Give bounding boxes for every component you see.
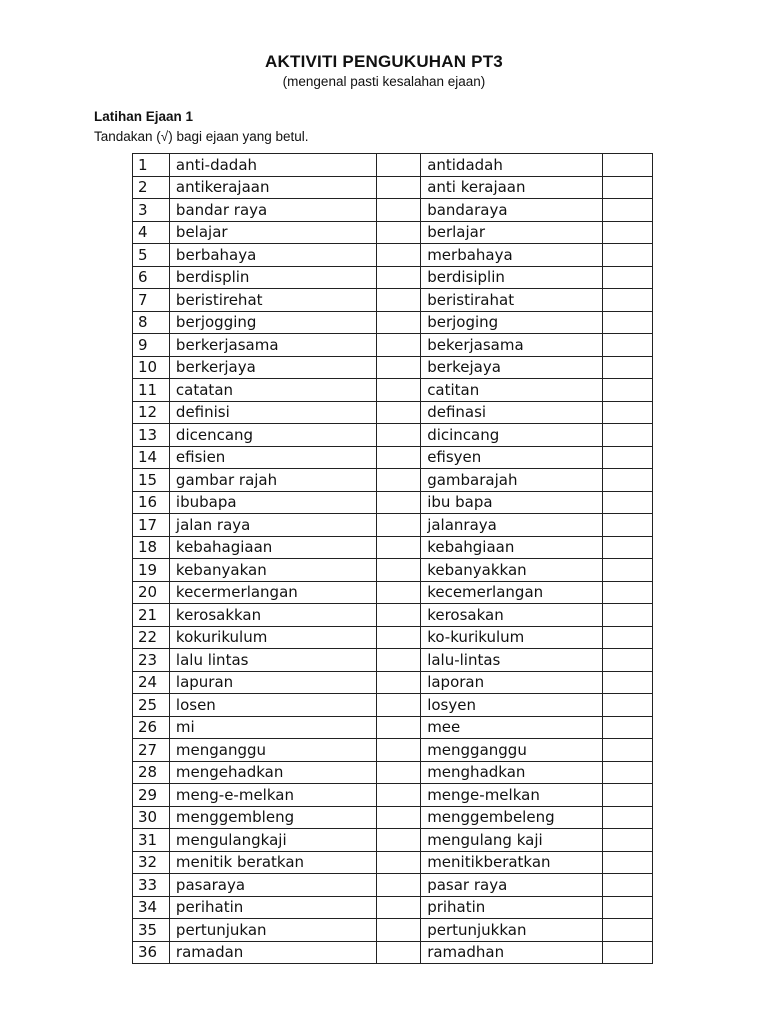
row-number: 4 (133, 221, 170, 244)
table-row (133, 739, 653, 762)
table-row (133, 649, 653, 672)
spelling-option-a: lalu lintas (169, 649, 376, 672)
tick-box-a[interactable] (377, 559, 421, 582)
spelling-option-a: jalan raya (169, 514, 376, 537)
tick-box-b[interactable] (602, 266, 652, 289)
tick-box-a[interactable] (377, 289, 421, 312)
tick-box-b[interactable] (602, 874, 652, 897)
row-number: 17 (133, 514, 170, 537)
tick-box-a[interactable] (377, 221, 421, 244)
spelling-option-b: pertunjukkan (421, 919, 603, 942)
spelling-option-a: ibubapa (169, 491, 376, 514)
table-row (133, 626, 653, 649)
table-row (133, 806, 653, 829)
tick-box-a[interactable] (377, 649, 421, 672)
row-number: 26 (133, 716, 170, 739)
row-number: 23 (133, 649, 170, 672)
spelling-option-a: berjogging (169, 311, 376, 334)
spelling-option-b: laporan (421, 671, 603, 694)
row-number: 12 (133, 401, 170, 424)
tick-box-a[interactable] (377, 761, 421, 784)
row-number: 6 (133, 266, 170, 289)
tick-box-b[interactable] (602, 851, 652, 874)
table-row (133, 424, 653, 447)
tick-box-b[interactable] (602, 581, 652, 604)
table-row (133, 829, 653, 852)
tick-box-a[interactable] (377, 739, 421, 762)
row-number: 28 (133, 761, 170, 784)
spelling-option-b: anti kerajaan (421, 176, 603, 199)
tick-box-b[interactable] (602, 559, 652, 582)
spelling-option-b: bekerjasama (421, 334, 603, 357)
spelling-option-a: menganggu (169, 739, 376, 762)
spelling-option-a: berbahaya (169, 244, 376, 267)
tick-box-b[interactable] (602, 761, 652, 784)
spelling-option-a: bandar raya (169, 199, 376, 222)
table-row (133, 311, 653, 334)
table-row (133, 514, 653, 537)
tick-box-b[interactable] (602, 199, 652, 222)
spelling-option-b: kecemerlangan (421, 581, 603, 604)
spelling-option-a: ramadan (169, 941, 376, 964)
tick-box-b[interactable] (602, 716, 652, 739)
spelling-option-b: berdisiplin (421, 266, 603, 289)
row-number: 18 (133, 536, 170, 559)
tick-box-b[interactable] (602, 649, 652, 672)
row-number: 7 (133, 289, 170, 312)
tick-box-a[interactable] (377, 806, 421, 829)
row-number: 5 (133, 244, 170, 267)
page-subtitle: (mengenal pasti kesalahan ejaan) (282, 74, 486, 89)
table-row (133, 221, 653, 244)
spelling-option-a: lapuran (169, 671, 376, 694)
table-row (133, 446, 653, 469)
tick-box-a[interactable] (377, 424, 421, 447)
table-row (133, 379, 653, 402)
tick-box-a[interactable] (377, 851, 421, 874)
spelling-option-b: berkejaya (421, 356, 603, 379)
table-row (133, 694, 653, 717)
table-row (133, 334, 653, 357)
table-row (133, 581, 653, 604)
tick-box-b[interactable] (602, 536, 652, 559)
spelling-option-a: gambar rajah (169, 469, 376, 492)
spelling-option-b: beristirahat (421, 289, 603, 312)
tick-box-a[interactable] (377, 896, 421, 919)
spelling-option-b: kerosakan (421, 604, 603, 627)
table-row (133, 491, 653, 514)
tick-box-a[interactable] (377, 401, 421, 424)
spelling-option-b: merbahaya (421, 244, 603, 267)
row-number: 22 (133, 626, 170, 649)
table-row (133, 761, 653, 784)
row-number: 31 (133, 829, 170, 852)
spelling-option-a: kebahagiaan (169, 536, 376, 559)
row-number: 15 (133, 469, 170, 492)
row-number: 10 (133, 356, 170, 379)
spelling-option-a: meng-e-melkan (169, 784, 376, 807)
tick-box-b[interactable] (602, 289, 652, 312)
spelling-option-a: mengulangkaji (169, 829, 376, 852)
tick-box-b[interactable] (602, 671, 652, 694)
spelling-option-a: kerosakkan (169, 604, 376, 627)
tick-box-b[interactable] (602, 401, 652, 424)
spelling-option-b: mengulang kaji (421, 829, 603, 852)
tick-box-b[interactable] (602, 379, 652, 402)
spelling-option-b: menghadkan (421, 761, 603, 784)
spelling-option-b: ibu bapa (421, 491, 603, 514)
tick-box-a[interactable] (377, 671, 421, 694)
tick-box-b[interactable] (602, 806, 652, 829)
spelling-option-b: mee (421, 716, 603, 739)
spelling-option-b: definasi (421, 401, 603, 424)
tick-box-a[interactable] (377, 784, 421, 807)
table-row (133, 469, 653, 492)
spelling-option-b: prihatin (421, 896, 603, 919)
exercise-instruction: Tandakan (√) bagi ejaan yang betul. (94, 129, 309, 144)
tick-box-b[interactable] (602, 469, 652, 492)
tick-box-a[interactable] (377, 604, 421, 627)
row-number: 25 (133, 694, 170, 717)
tick-box-a[interactable] (377, 536, 421, 559)
row-number: 1 (133, 154, 170, 177)
spelling-option-b: kebahgiaan (421, 536, 603, 559)
table-row (133, 536, 653, 559)
tick-box-a[interactable] (377, 514, 421, 537)
spelling-option-a: definisi (169, 401, 376, 424)
table-row (133, 199, 653, 222)
spelling-option-b: menitikberatkan (421, 851, 603, 874)
spelling-option-a: menggembleng (169, 806, 376, 829)
spelling-option-b: catitan (421, 379, 603, 402)
row-number: 27 (133, 739, 170, 762)
tick-box-b[interactable] (602, 154, 652, 177)
spelling-option-b: jalanraya (421, 514, 603, 537)
spelling-option-b: mengganggu (421, 739, 603, 762)
tick-box-b[interactable] (602, 491, 652, 514)
table-row (133, 356, 653, 379)
row-number: 11 (133, 379, 170, 402)
spelling-option-b: ko-kurikulum (421, 626, 603, 649)
spelling-option-b: pasar raya (421, 874, 603, 897)
spelling-option-b: efisyen (421, 446, 603, 469)
table-row (133, 244, 653, 267)
tick-box-b[interactable] (602, 829, 652, 852)
tick-box-b[interactable] (602, 604, 652, 627)
tick-box-b[interactable] (602, 514, 652, 537)
table-row (133, 604, 653, 627)
table-row (133, 559, 653, 582)
spelling-option-b: menggembeleng (421, 806, 603, 829)
tick-box-a[interactable] (377, 581, 421, 604)
spelling-option-b: kebanyakkan (421, 559, 603, 582)
tick-box-b[interactable] (602, 784, 652, 807)
spelling-option-a: berkerjasama (169, 334, 376, 357)
spelling-option-a: losen (169, 694, 376, 717)
spelling-option-a: kokurikulum (169, 626, 376, 649)
row-number: 32 (133, 851, 170, 874)
tick-box-a[interactable] (377, 311, 421, 334)
spelling-option-a: berdisplin (169, 266, 376, 289)
tick-box-b[interactable] (602, 356, 652, 379)
spelling-option-a: kecermerlangan (169, 581, 376, 604)
spelling-option-a: catatan (169, 379, 376, 402)
table-row (133, 671, 653, 694)
tick-box-b[interactable] (602, 626, 652, 649)
spelling-option-b: bandaraya (421, 199, 603, 222)
spelling-option-a: menitik beratkan (169, 851, 376, 874)
tick-box-a[interactable] (377, 941, 421, 964)
spelling-option-b: gambarajah (421, 469, 603, 492)
spelling-option-a: anti-dadah (169, 154, 376, 177)
row-number: 34 (133, 896, 170, 919)
row-number: 16 (133, 491, 170, 514)
table-row (133, 154, 653, 177)
exercise-heading: Latihan Ejaan 1 (94, 109, 194, 124)
row-number: 8 (133, 311, 170, 334)
tick-box-b[interactable] (602, 896, 652, 919)
row-number: 29 (133, 784, 170, 807)
tick-box-a[interactable] (377, 626, 421, 649)
tick-box-a[interactable] (377, 829, 421, 852)
tick-box-a[interactable] (377, 491, 421, 514)
spelling-option-a: beristirehat (169, 289, 376, 312)
spelling-option-b: losyen (421, 694, 603, 717)
tick-box-b[interactable] (602, 311, 652, 334)
spelling-option-a: dicencang (169, 424, 376, 447)
table-row (133, 289, 653, 312)
row-number: 14 (133, 446, 170, 469)
spelling-option-a: perihatin (169, 896, 376, 919)
tick-box-a[interactable] (377, 446, 421, 469)
tick-box-b[interactable] (602, 334, 652, 357)
tick-box-b[interactable] (602, 446, 652, 469)
tick-box-b[interactable] (602, 221, 652, 244)
table-row (133, 266, 653, 289)
spelling-option-a: mi (169, 716, 376, 739)
tick-box-b[interactable] (602, 941, 652, 964)
spelling-option-a: efisien (169, 446, 376, 469)
tick-box-a[interactable] (377, 356, 421, 379)
spelling-option-a: mengehadkan (169, 761, 376, 784)
table-row (133, 896, 653, 919)
row-number: 20 (133, 581, 170, 604)
tick-box-a[interactable] (377, 176, 421, 199)
tick-box-a[interactable] (377, 199, 421, 222)
row-number: 3 (133, 199, 170, 222)
row-number: 30 (133, 806, 170, 829)
spelling-option-a: belajar (169, 221, 376, 244)
table-row (133, 401, 653, 424)
tick-box-a[interactable] (377, 694, 421, 717)
tick-box-b[interactable] (602, 694, 652, 717)
table-row (133, 941, 653, 964)
tick-box-b[interactable] (602, 176, 652, 199)
table-row (133, 176, 653, 199)
spelling-option-a: kebanyakan (169, 559, 376, 582)
spelling-option-a: pertunjukan (169, 919, 376, 942)
spelling-option-b: berjoging (421, 311, 603, 334)
tick-box-a[interactable] (377, 154, 421, 177)
tick-box-a[interactable] (377, 716, 421, 739)
row-number: 21 (133, 604, 170, 627)
row-number: 2 (133, 176, 170, 199)
tick-box-b[interactable] (602, 424, 652, 447)
tick-box-a[interactable] (377, 334, 421, 357)
row-number: 24 (133, 671, 170, 694)
row-number: 33 (133, 874, 170, 897)
table-row (133, 874, 653, 897)
tick-box-a[interactable] (377, 379, 421, 402)
spelling-option-a: berkerjaya (169, 356, 376, 379)
tick-box-a[interactable] (377, 266, 421, 289)
row-number: 13 (133, 424, 170, 447)
spelling-table (132, 153, 653, 964)
tick-box-a[interactable] (377, 874, 421, 897)
table-row (133, 784, 653, 807)
spelling-option-a: antikerajaan (169, 176, 376, 199)
row-number: 35 (133, 919, 170, 942)
row-number: 9 (133, 334, 170, 357)
tick-box-b[interactable] (602, 739, 652, 762)
table-row (133, 919, 653, 942)
tick-box-a[interactable] (377, 919, 421, 942)
spelling-option-a: pasaraya (169, 874, 376, 897)
tick-box-b[interactable] (602, 919, 652, 942)
tick-box-b[interactable] (602, 244, 652, 267)
table-row (133, 851, 653, 874)
row-number: 19 (133, 559, 170, 582)
table-row (133, 716, 653, 739)
spelling-option-b: dicincang (421, 424, 603, 447)
spelling-option-b: berlajar (421, 221, 603, 244)
spelling-option-b: antidadah (421, 154, 603, 177)
spelling-option-b: ramadhan (421, 941, 603, 964)
spelling-option-b: lalu-lintas (421, 649, 603, 672)
page-title: AKTIVITI PENGUKUHAN PT3 (265, 52, 503, 71)
tick-box-a[interactable] (377, 469, 421, 492)
row-number: 36 (133, 941, 170, 964)
tick-box-a[interactable] (377, 244, 421, 267)
spelling-option-b: menge-melkan (421, 784, 603, 807)
